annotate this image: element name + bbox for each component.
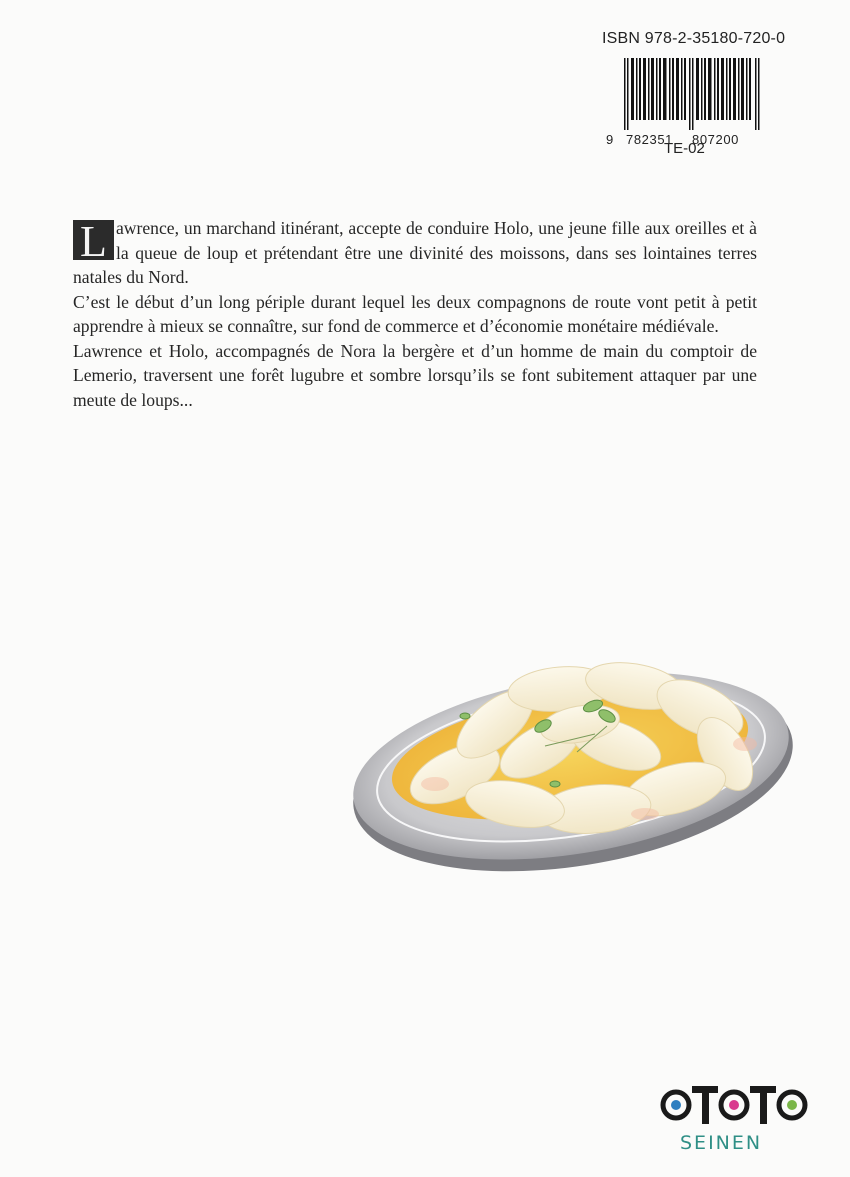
drop-cap: L [73, 220, 114, 260]
isbn-label: ISBN 978-2-35180-720-0 [602, 30, 786, 47]
barcode-digits-left: 782351 [626, 132, 673, 147]
synopsis [73, 216, 757, 412]
barcode-digit-first: 9 [606, 132, 614, 147]
imprint-label: SEINEN [680, 1132, 763, 1154]
synopsis-paragraph-1-text: awrence, un marchand itinérant, accepte de conduire Holo, une jeune fille aux oreilles et à la queue de loup et prétendant être une divinité des moissons, dans ses lointaines terres natales du Nord. [73, 218, 757, 287]
synopsis-paragraph-2: C’est le début d’un long périple durant lequel les deux compagnons de route vont petit à petit apprendre à mieux se connaître, sur fond de commerce et d’économie monétaire médiévale. [73, 291, 757, 336]
plate-of-peaches-illustration [345, 634, 800, 874]
barcode-icon [624, 58, 760, 130]
synopsis-paragraph-1 [73, 216, 757, 290]
ototo-logo-icon [658, 1082, 810, 1128]
publisher-logo [654, 1082, 814, 1162]
barcode-digits-right: 807200 [692, 132, 739, 147]
catalog-code: TE-02 [664, 140, 705, 157]
isbn-block [600, 30, 786, 157]
synopsis-paragraph-3: Lawrence et Holo, accompagnés de Nora la bergère et d’un homme de main du comptoir de Lemerio, traversent une forêt lugubre et sombre lorsqu’ils se font subitement attaquer par une meute de loups... [73, 340, 757, 410]
